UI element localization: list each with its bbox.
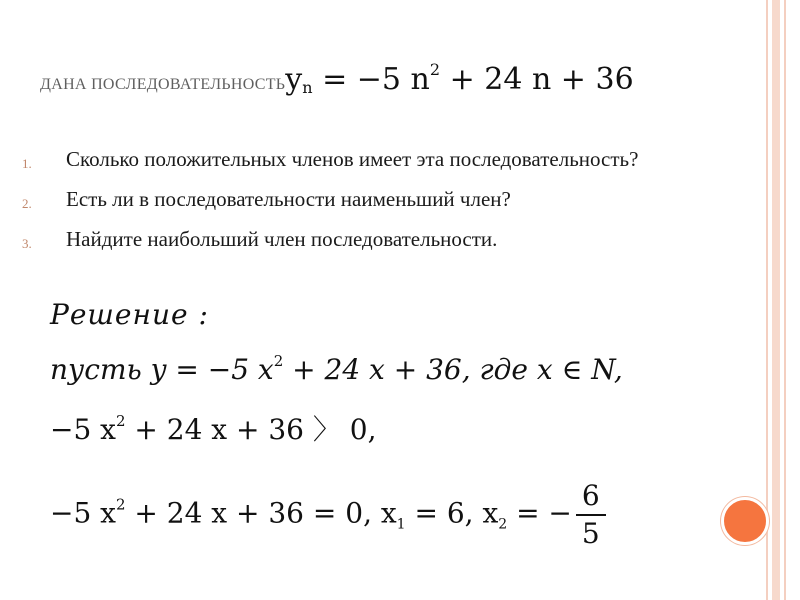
line2-sup: 2 xyxy=(115,412,126,430)
formula-mid: = −5 n xyxy=(312,62,430,97)
question-number: 3. xyxy=(22,236,32,251)
line3-part-b: + 24 x + 36 = 0, x xyxy=(125,496,397,530)
line3-part-a: −5 x xyxy=(50,496,116,530)
fraction xyxy=(576,478,606,552)
question-number: 1. xyxy=(22,156,32,171)
solution-line-1 xyxy=(50,352,623,386)
line1-sup: 2 xyxy=(273,352,284,370)
line1-part-b: + 24 x + 36, где x ∈ N, xyxy=(283,353,623,386)
solution-heading: Решение : xyxy=(50,298,209,331)
question-number: 2. xyxy=(22,196,32,211)
formula-rhs: + 24 n + 36 xyxy=(440,62,634,97)
right-frame-stripe xyxy=(772,0,780,600)
formula-y: y xyxy=(285,62,303,97)
question-text: Сколько положительных членов имеет эта последовательность? xyxy=(66,147,639,171)
line2-part-a: −5 x xyxy=(50,413,116,446)
line3-part-c: = 6, x xyxy=(405,496,499,530)
line2-part-b: + 24 x + 36 〉 0, xyxy=(125,413,377,446)
question-item xyxy=(22,186,712,217)
fraction-denominator: 5 xyxy=(581,517,600,550)
solution-line-3 xyxy=(50,478,606,552)
question-text: Есть ли в последовательности наименьший член? xyxy=(66,187,511,211)
question-text: Найдите наибольший член последовательности. xyxy=(66,227,498,251)
line1-part-a: пусть y = −5 x xyxy=(50,353,274,386)
line3-part-d: = − xyxy=(507,496,572,530)
decorative-circle xyxy=(721,497,769,545)
line3-sub-1: 1 xyxy=(396,516,406,533)
line3-sup: 2 xyxy=(115,495,126,514)
question-item xyxy=(22,226,712,257)
formula-sup-2: 2 xyxy=(429,60,441,79)
slide-title xyxy=(40,60,634,97)
title-formula xyxy=(285,62,633,97)
solution-line-2 xyxy=(50,408,377,448)
question-item xyxy=(22,146,712,177)
fraction-numerator: 6 xyxy=(576,478,606,516)
line3-sub-2: 2 xyxy=(498,516,508,533)
title-text: ДАНА ПОСЛЕДОВАТЕЛЬНОСТЬ xyxy=(40,76,286,93)
formula-sub-n: n xyxy=(302,78,313,97)
question-list xyxy=(22,146,712,266)
